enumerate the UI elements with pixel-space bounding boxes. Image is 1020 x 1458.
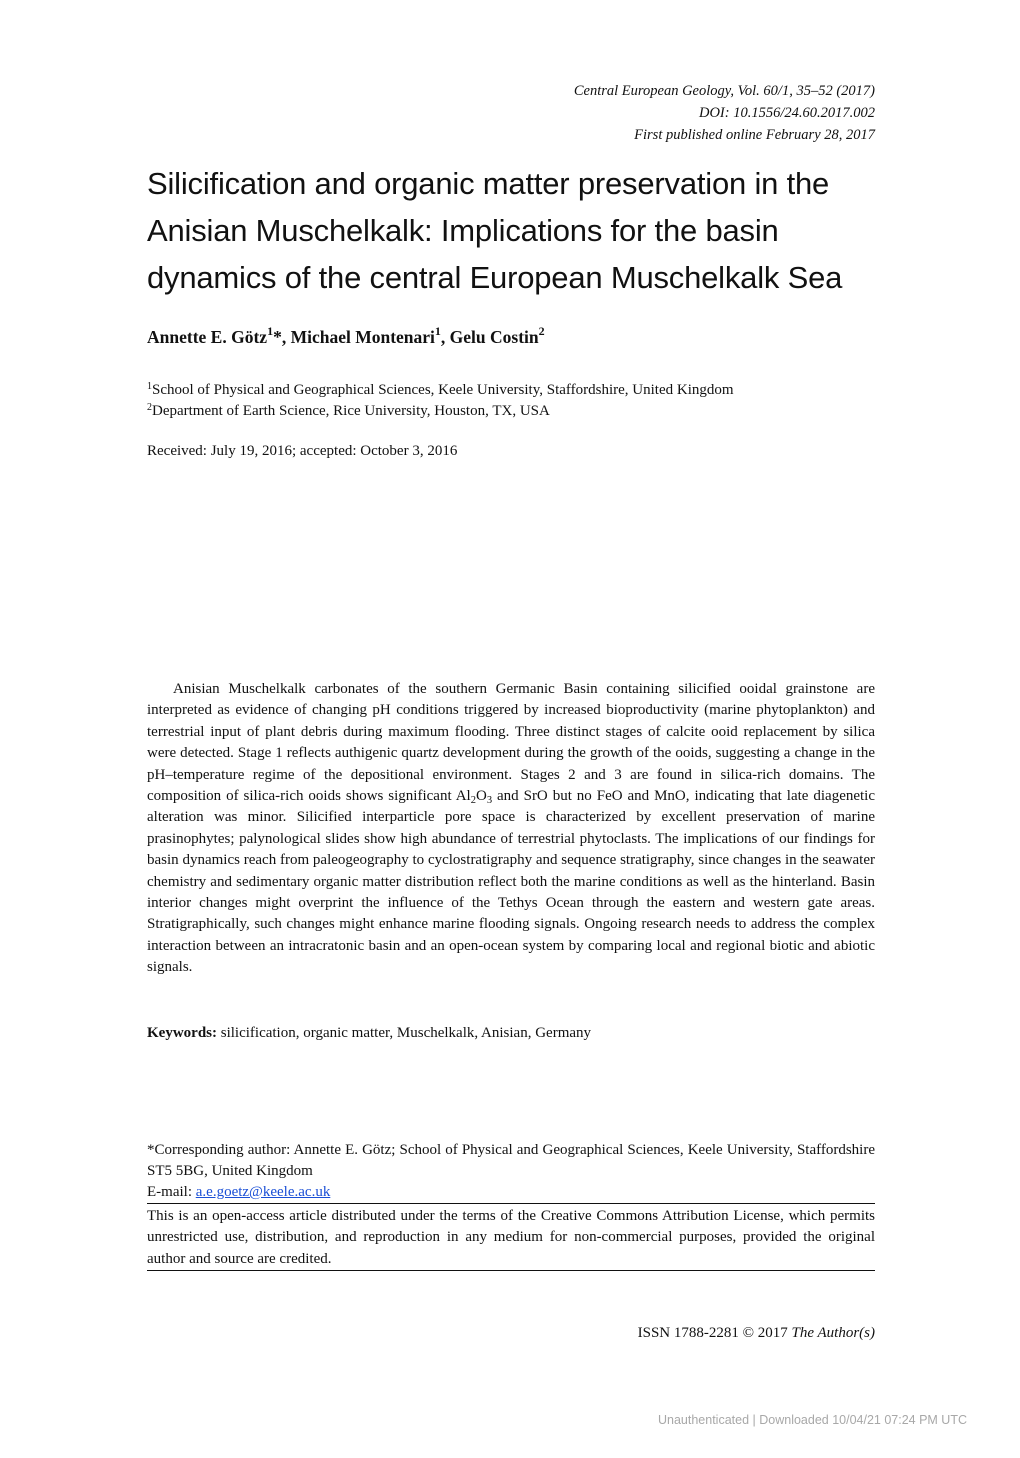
author-list [147, 324, 875, 350]
email-label: E-mail: [147, 1184, 196, 1200]
email-line [147, 1182, 875, 1203]
journal-header [420, 80, 875, 146]
author-name: Michael Montenari [290, 327, 435, 347]
abstract-text: O [475, 788, 487, 805]
author-affiliation-marker: 2 [538, 324, 545, 338]
corresponding-author: *Corresponding author: Annette E. Götz; School of Physical and Geographical Sciences, Keele University, Staffordshire ST5 5BG, United Kingdom [147, 1142, 875, 1179]
divider [147, 1270, 875, 1271]
author-affiliation-marker: 1 [434, 324, 441, 338]
email-link[interactable]: a.e.goetz@keele.ac.uk [195, 1184, 331, 1200]
title-line: Anisian Muschelkalk: Implications for the basin [147, 213, 779, 248]
license-statement: This is an open-access article distributed under the terms of the Creative Commons Attribution License, which permits unrestricted use, distribution, and reproduction in any medium for non-commercial purposes, provided the original author and source are credited. [147, 1208, 875, 1267]
abstract-text: and SrO but no FeO and MnO, indicating that late diagenetic alteration was minor. Silicified interparticle pore space is characterized by excellent preservation of marine prasinophytes; palynological slides show high abundance of terrestrial phytoclasts. The implications of our findings for basin dynamics reach from paleogeography to cyclostratigraphy and sequence stratigraphy, since changes in the seawater chemistry and sedimentary organic matter distribution reflect both the marine conditions as well as the hinterland. Basin interior changes might overprint the influence of the Tethys Ocean through the eastern and western gate areas. Stratigraphically, such changes might enhance marine flooding signals. Ongoing research needs to address the complex interaction between an intracratonic basin and an open-ocean system by comparing local and regional biotic and abiotic signals. [147, 788, 875, 976]
affiliation [147, 380, 875, 401]
keywords [147, 1023, 875, 1044]
affiliation-marker: 1 [147, 381, 152, 392]
corresponding-author-footnote [147, 1140, 875, 1203]
download-watermark: Unauthenticated | Downloaded 10/04/21 07:24 PM UTC [658, 1413, 967, 1427]
subscript: 3 [486, 795, 493, 807]
issn-copyright [420, 1323, 875, 1344]
divider [147, 1203, 875, 1204]
journal-doi: DOI: 10.1556/24.60.2017.002 [698, 105, 875, 121]
title-line: dynamics of the central European Muschelkalk Sea [147, 260, 843, 295]
publication-date: First published online February 28, 2017 [634, 127, 875, 143]
affiliation-marker: 2 [147, 402, 152, 413]
keywords-label: Keywords: [147, 1025, 217, 1041]
received-dates: Received: July 19, 2016; accepted: October 3, 2016 [147, 443, 458, 459]
abstract [147, 679, 875, 979]
article-title [147, 160, 875, 301]
affiliation-text: School of Physical and Geographical Sciences, Keele University, Staffordshire, United Kingdom [152, 382, 734, 398]
author-affiliation-marker: 1 [267, 324, 274, 338]
author-separator: , [440, 327, 450, 347]
copyright-holder: The Author(s) [791, 1325, 875, 1341]
affiliations [147, 380, 875, 422]
author-name: Annette E. Götz [147, 327, 268, 347]
affiliation-text: Department of Earth Science, Rice University, Houston, TX, USA [152, 403, 550, 419]
affiliation [147, 401, 875, 422]
issn-text: ISSN 1788-2281 © 2017 [637, 1325, 792, 1341]
keywords-text: silicification, organic matter, Muschelkalk, Anisian, Germany [217, 1025, 592, 1041]
subscript: 2 [470, 795, 476, 807]
abstract-text: Anisian Muschelkalk carbonates of the southern Germanic Basin containing silicified ooidal grainstone are interpreted as evidence of changing pH conditions triggered by increased bioproductivity (marine phytoplankton) and terrestrial input of plant debris during maximum flooding. Three distinct stages of calcite ooid replacement by silica were detected. Stage 1 reflects authigenic quartz development during the growth of the ooids, suggesting a change in the pH–temperature regime of the depositional environment. Stages 2 and 3 are found in silica-rich domains. The composition of silica-rich ooids shows significant Al [147, 681, 875, 805]
journal-citation: Central European Geology, Vol. 60/1, 35–52 (2017) [573, 83, 875, 99]
title-line: Silicification and organic matter preservation in the [147, 166, 830, 201]
author-name: Gelu Costin [449, 327, 539, 347]
author-separator: *, [273, 327, 291, 347]
